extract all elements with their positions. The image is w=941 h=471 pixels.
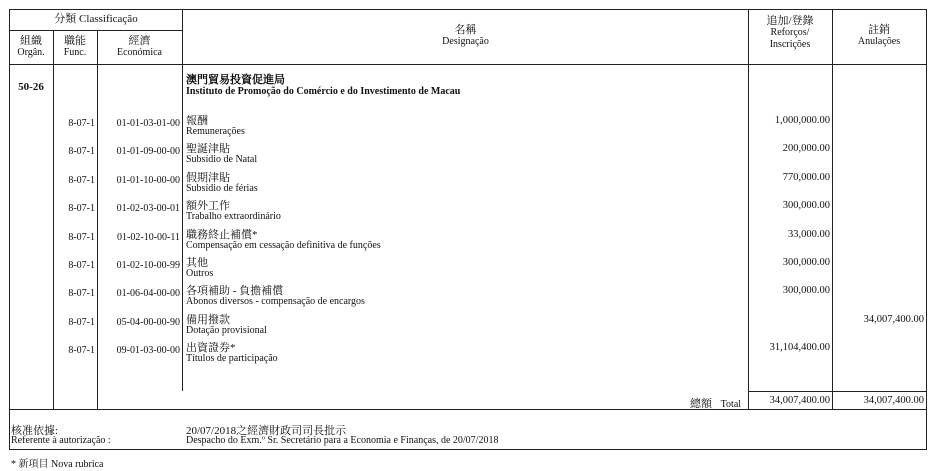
row-designation-pt: Subsídio de férias <box>186 183 258 194</box>
header-reforcos-pt2: Inscrições <box>769 39 811 50</box>
col-divider-func <box>97 30 98 409</box>
row-designation-zh: 備用撥款 <box>186 314 230 326</box>
row-reforco-amount: 31,104,400.00 <box>769 342 830 353</box>
row-econ-code: 09-01-03-00-00 <box>116 345 180 356</box>
row-designation-zh: 其他 <box>186 257 208 269</box>
header-organ <box>9 35 53 59</box>
col-divider-reforcos <box>832 9 833 409</box>
row-designation-pt: Subsídio de Natal <box>186 154 258 165</box>
header-designation-pt: Designação <box>442 36 489 47</box>
header-anulacoes <box>832 24 926 48</box>
row-designation-zh: 出資證券* <box>186 342 236 354</box>
row-designation-zh: 額外工作 <box>186 200 230 212</box>
header-anulacoes-pt: Anulações <box>857 36 901 47</box>
row-func-code: 8-07-1 <box>68 288 95 299</box>
row-econ-code: 01-06-04-00-00 <box>116 288 180 299</box>
row-reforco-amount: 300,000.00 <box>782 200 830 211</box>
authorization-text-zh: 20/07/2018之經濟財政司司長批示 <box>186 425 347 437</box>
row-designation-pt: Compensação em cessação definitiva de funções <box>186 240 381 251</box>
header-econ-pt: Económica <box>117 47 162 58</box>
total-reforcos: 34,007,400.00 <box>769 395 830 406</box>
header-econ <box>97 35 182 59</box>
row-func-code: 8-07-1 <box>68 260 95 271</box>
header-anulacoes-zh: 註銷 <box>868 24 890 36</box>
row-func-code: 8-07-1 <box>68 175 95 186</box>
row-designation-pt: Títulos de participação <box>186 353 278 364</box>
table-bottom-border <box>9 409 927 410</box>
row-econ-code: 01-01-03-01-00 <box>116 118 180 129</box>
row-designation-zh: 聖誕津貼 <box>186 143 230 155</box>
total-label <box>690 395 741 411</box>
row-reforco-amount: 1,000,000.00 <box>774 115 830 126</box>
classification-divider <box>9 30 183 31</box>
header-designation-zh: 名稱 <box>454 24 477 36</box>
row-designation-zh: 職務終止補償* <box>186 229 258 241</box>
col-divider-organ <box>53 30 54 409</box>
total-anulacoes: 34,007,400.00 <box>863 395 924 406</box>
row-designation-pt: Remunerações <box>186 126 245 137</box>
header-func-pt: Func. <box>63 47 87 58</box>
row-reforco-amount: 200,000.00 <box>782 143 830 154</box>
header-bottom-border <box>9 64 927 65</box>
authorization-text-pt: Despacho do Exm.º Sr. Secretário para a Economia e Finanças, de 20/07/2018 <box>186 435 499 446</box>
row-econ-code: 01-01-09-00-00 <box>116 146 180 157</box>
row-reforco-amount: 33,000.00 <box>788 229 830 240</box>
entity-code: 50-26 <box>18 81 44 93</box>
header-designation <box>183 24 748 48</box>
row-reforco-amount: 300,000.00 <box>782 257 830 268</box>
row-designation-pt: Abonos diversos - compensação de encargos <box>186 296 365 307</box>
header-reforcos-zh: 追加/登錄 <box>766 15 814 27</box>
total-top-border <box>748 391 927 392</box>
total-label-zh: 總額 <box>690 398 712 410</box>
row-designation-zh: 報酬 <box>186 115 208 127</box>
entity-name-zh: 澳門貿易投資促進局 <box>186 74 285 86</box>
authorization-label-pt: Referente à autorização : <box>11 435 111 446</box>
row-econ-code: 01-01-10-00-00 <box>116 175 180 186</box>
header-reforcos-pt1: Reforços/ <box>770 27 810 38</box>
row-reforco-amount: 300,000.00 <box>782 285 830 296</box>
row-econ-code: 01-02-10-00-11 <box>117 232 180 243</box>
authorization-bottom-border <box>9 449 927 450</box>
row-designation-zh: 各項補助 - 負擔補償 <box>186 285 284 297</box>
authorization-label-zh: 核准依據: <box>11 425 59 437</box>
col-divider-econ <box>182 9 183 391</box>
row-func-code: 8-07-1 <box>68 118 95 129</box>
row-reforco-amount: 770,000.00 <box>782 172 830 183</box>
header-organ-pt: Orgân. <box>17 47 45 58</box>
row-designation-zh: 假期津貼 <box>186 172 230 184</box>
row-designation-pt: Outros <box>186 268 214 279</box>
table-right-border <box>926 9 927 449</box>
row-anulacao-amount: 34,007,400.00 <box>863 314 924 325</box>
header-classification: 分類 Classificação <box>54 13 138 25</box>
row-econ-code: 01-02-10-00-99 <box>116 260 180 271</box>
entity-name-pt: Instituto de Promoção do Comércio e do Investimento de Macau <box>186 86 461 97</box>
row-func-code: 8-07-1 <box>68 345 95 356</box>
header-func <box>53 35 97 59</box>
table-top-border <box>9 9 927 10</box>
row-func-code: 8-07-1 <box>68 146 95 157</box>
row-func-code: 8-07-1 <box>68 203 95 214</box>
row-func-code: 8-07-1 <box>68 232 95 243</box>
footnote: * 新項目 Nova rubrica <box>11 459 104 470</box>
header-organ-zh: 組織 <box>20 35 42 47</box>
row-func-code: 8-07-1 <box>68 317 95 328</box>
table-left-border <box>9 9 10 449</box>
col-divider-designation <box>748 9 749 409</box>
header-reforcos <box>748 15 832 51</box>
row-econ-code: 01-02-03-00-01 <box>116 203 180 214</box>
header-econ-zh: 經濟 <box>128 35 151 47</box>
total-label-pt: Total <box>720 399 742 410</box>
row-designation-pt: Trabalho extraordinário <box>186 211 281 222</box>
header-func-zh: 職能 <box>64 35 86 47</box>
row-designation-pt: Dotação provisional <box>186 325 267 336</box>
row-econ-code: 05-04-00-00-90 <box>116 317 180 328</box>
